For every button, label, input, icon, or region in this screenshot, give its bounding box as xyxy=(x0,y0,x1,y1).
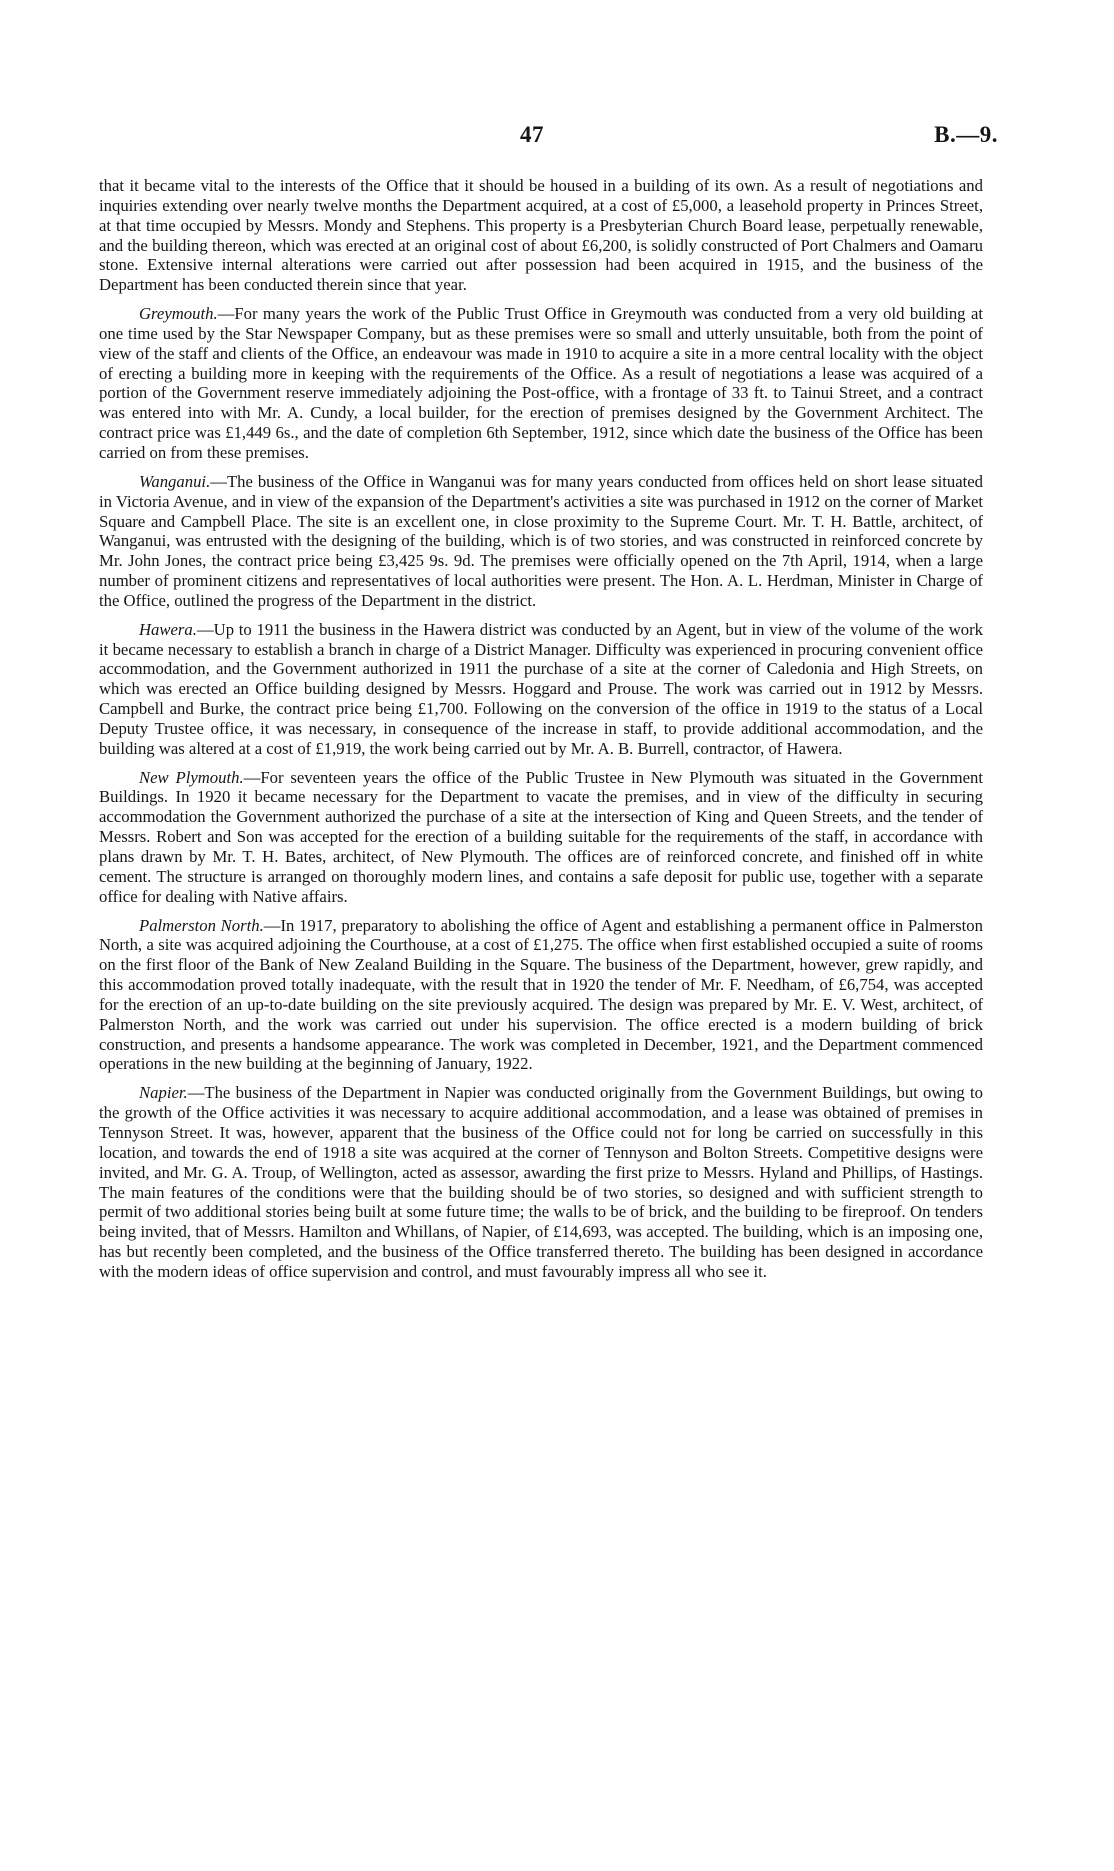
paragraph-dunedin-continued xyxy=(99,176,983,295)
place-heading: Hawera. xyxy=(139,619,197,639)
paragraph-text: —For many years the work of the Public Trust Office in Greymouth was conducted from a very old building at one time used by the Star Newspaper Company, but as these premises were so small and utterly unsuitable, both from the point of view of the staff and clients of the Office, an endeavour was made in 1910 to acquire a site in a more central locality with the object of erecting a building more in keeping with the requirements of the Office. As a result of negotiations a lease was acquired of a portion of the Government reserve immediately adjoining the Post-office, with a frontage of 33 ft. to Tainui Street, and a contract was entered into with Mr. A. Cundy, a local builder, for the erection of premises designed by the Government Architect. The contract price was £1,449 6s., and the date of completion 6th September, 1912, since which date the business of the Office has been carried on from these premises. xyxy=(99,304,983,462)
paragraph-napier xyxy=(99,1083,983,1281)
paragraph-text: —For seventeen years the office of the Public Trustee in New Plymouth was situated in the Government Buildings. In 1920 it became necessary for the Department to vacate the premises, and in view of the difficulty in securing accommodation the Government authorized the purchase of a site at the intersection of King and Queen Streets, and the tender of Messrs. Robert and Son was accepted for the erection of a building suitable for the requirements of the staff, in accordance with plans drawn by Mr. T. H. Bates, architect, of New Plymouth. The offices are of reinforced concrete, and finished off in white cement. The structure is arranged on thoroughly modern lines, and contains a safe deposit for public use, together with a separate office for dealing with Native affairs. xyxy=(99,767,983,906)
paragraph-wanganui xyxy=(99,472,983,611)
paragraph-text: —The business of the Office in Wanganui was for many years conducted from offices held on short lease situated in Victoria Avenue, and in view of the expansion of the Department's activities a site was purchased in 1912 on the corner of Market Square and Campbell Place. The site is an excellent one, in close proximity to the Supreme Court. Mr. T. H. Battle, architect, of Wanganui, was entrusted with the designing of the building, which is of two stories, and was constructed in reinforced concrete by Mr. John Jones, the contract price being £3,425 9s. 9d. The premises were officially opened on the 7th April, 1914, when a large number of prominent citizens and representatives of local authorities were present. The Hon. A. L. Herdman, Minister in Charge of the Office, outlined the progress of the Department in the district. xyxy=(99,471,983,610)
paragraph-greymouth xyxy=(99,304,983,463)
place-heading: New Plymouth. xyxy=(139,767,244,787)
paragraph-text: —In 1917, preparatory to abolishing the office of Agent and establishing a permanent office in Palmerston North, a site was acquired adjoining the Courthouse, at a cost of £1,275. The office when first established occupied a suite of rooms on the first floor of the Bank of New Zealand Building in the Square. The business of the Department, however, grew rapidly, and this accommodation proved totally inadequate, with the result that in 1920 the tender of Mr. F. Needham, of £6,754, was accepted for the erection of an up-to-date building on the site previously acquired. The design was prepared by Mr. E. V. West, architect, of Palmerston North, and the work was carried out under his supervision. The office erected is a modern building of brick construction, and presents a handsome appearance. The work was completed in December, 1921, and the Department commenced operations in the new building at the beginning of January, 1922. xyxy=(99,915,983,1074)
document-code: B.—9. xyxy=(934,122,998,147)
paragraph-hawera xyxy=(99,620,983,759)
body-text xyxy=(99,176,983,1291)
paragraph-text: —Up to 1911 the business in the Hawera district was conducted by an Agent, but in view of the volume of the work it became necessary to establish a branch in charge of a District Manager. Difficulty was experienced in procuring convenient office accommodation, and the Government authorized in 1911 the purchase of a site at the corner of Caledonia and High Streets, on which was erected an Office building designed by Messrs. Hoggard and Prouse. The work was carried out in 1912 by Messrs. Campbell and Burke, the contract price being £1,700. Following on the conversion of the office in 1919 to the status of a Local Deputy Trustee office, it was necessary, in consequence of the increase in staff, to provide additional accommodation, and the building was altered at a cost of £1,919, the work being carried out by Mr. A. B. Burrell, contractor, of Hawera. xyxy=(99,619,983,758)
place-heading: Palmerston North. xyxy=(139,915,264,935)
place-heading: Greymouth. xyxy=(139,304,218,324)
paragraph-new-plymouth xyxy=(99,768,983,907)
place-heading: Napier. xyxy=(139,1083,188,1103)
paragraph-text: —The business of the Department in Napier was conducted originally from the Government Buildings, but owing to the growth of the Office activities it was necessary to acquire additional accommodation, and a lease was obtained of premises in Tennyson Street. It was, however, apparent that the business of the Office could not for long be carried on successfully in this location, and towards the end of 1918 a site was acquired at the corner of Tennyson and Bolton Streets. Competitive designs were invited, and Mr. G. A. Troup, of Wellington, acted as assessor, awarding the first prize to Messrs. Hyland and Phillips, of Hastings. The main features of the conditions were that the building should be of two stories, so designed and with sufficient strength to permit of two additional stories being built at some future time; the walls to be of brick, and the building to be fireproof. On tenders being invited, that of Messrs. Hamilton and Whillans, of Napier, of £14,693, was accepted. The building, which is an imposing one, has but recently been completed, and the business of the Office transferred thereto. The building has been designed in accordance with the modern ideas of office supervision and control, and must favourably impress all who see it. xyxy=(99,1083,983,1281)
place-heading: Wanganui. xyxy=(139,471,211,491)
paragraph-text: that it became vital to the interests of the Office that it should be housed in a building of its own. As a result of negotiations and inquiries extending over nearly twelve months the Department acquired, at a cost of £5,000, a leasehold property in Princes Street, at that time occupied by Messrs. Mondy and Stephens. This property is a Presbyterian Church Board lease, perpetually renewable, and the building thereon, which was erected at an original cost of about £6,200, is solidly constructed of Port Chalmers and Oamaru stone. Extensive internal alterations were carried out after possession had been acquired in 1915, and the business of the Department has been conducted therein since that year. xyxy=(99,176,983,295)
page-number: 47 xyxy=(520,122,544,147)
paragraph-palmerston-north xyxy=(99,916,983,1075)
